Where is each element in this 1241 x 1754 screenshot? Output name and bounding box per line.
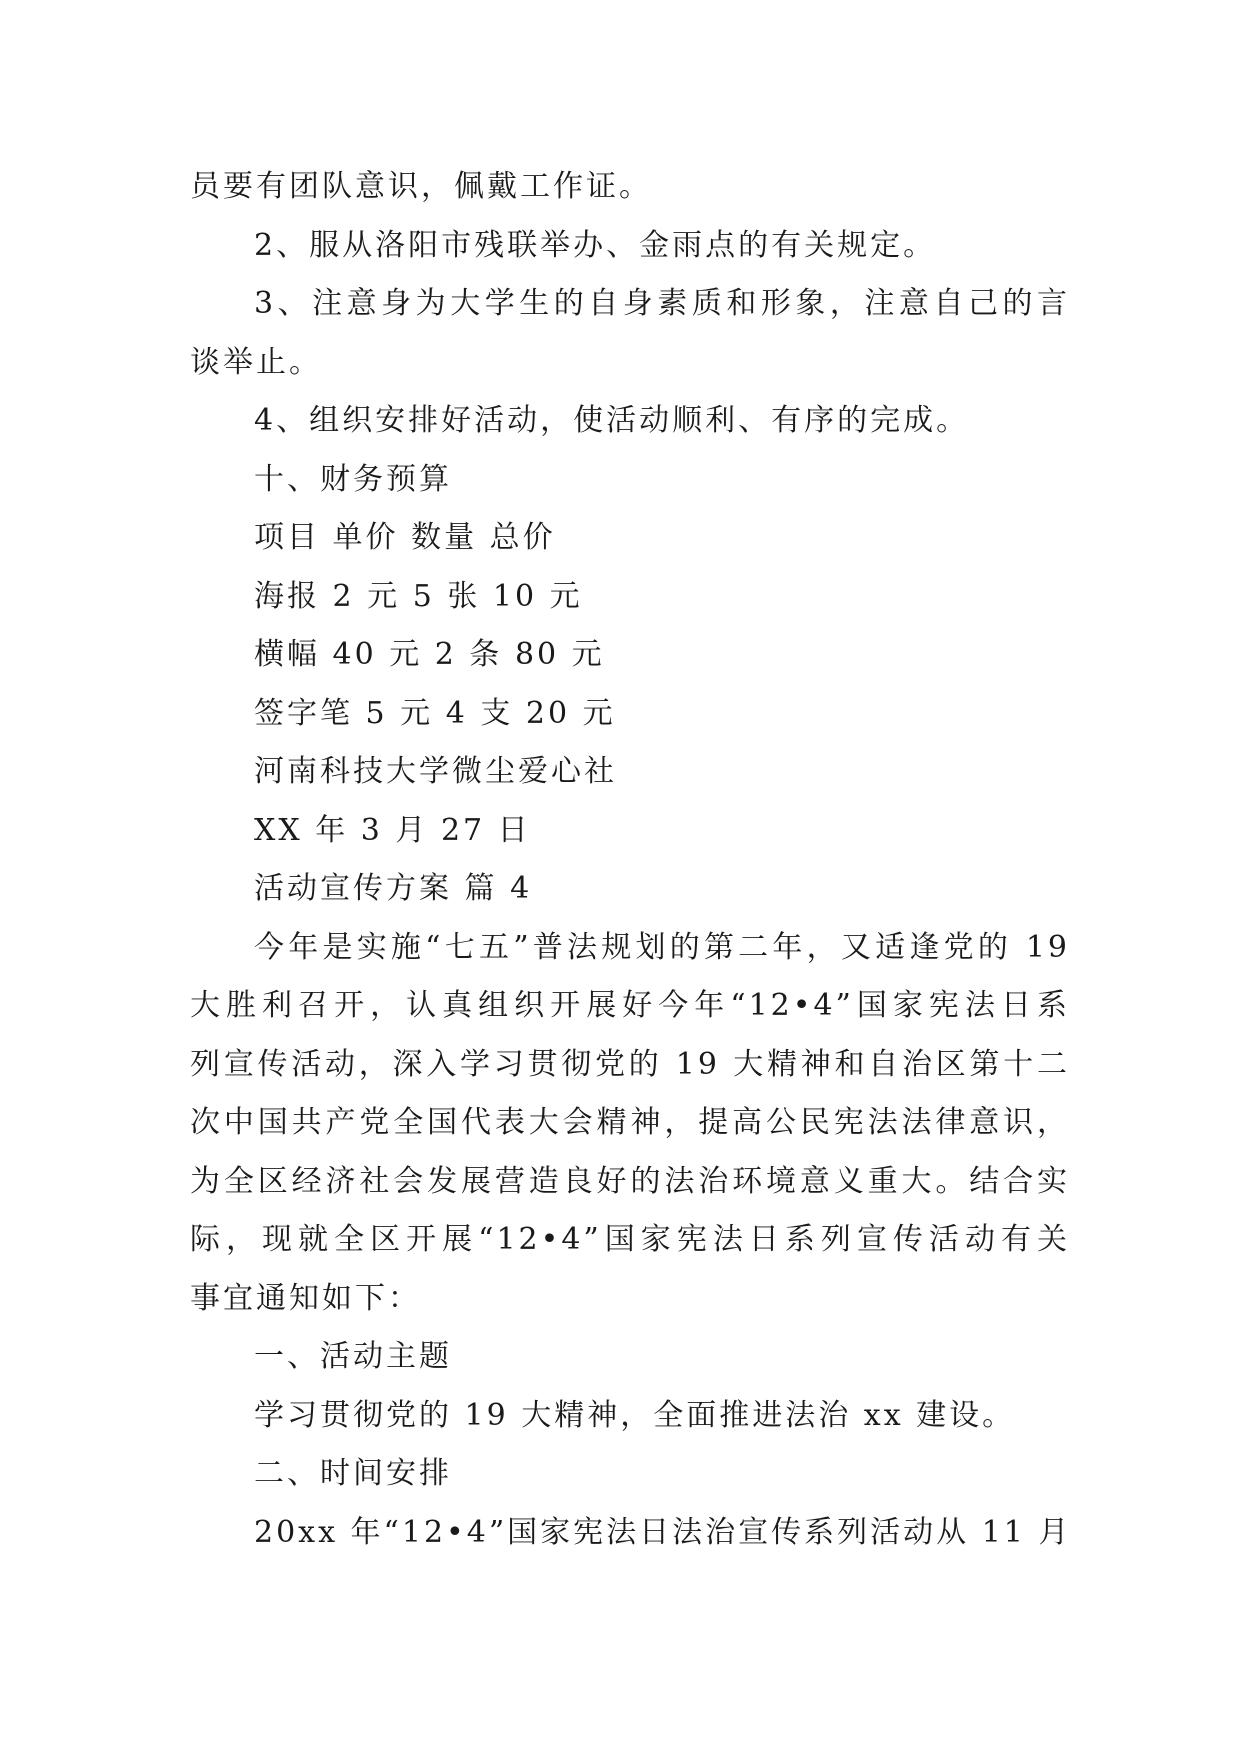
section-heading: 二、时间安排: [254, 1456, 452, 1491]
document-body: [190, 158, 1070, 1562]
paragraph-line: 3、注意身为大学生的自身素质和形象，注意自己的言: [254, 286, 1070, 321]
paragraph-line: 事宜通知如下：: [190, 1280, 421, 1316]
paragraph-line: 4、组织安排好活动，使活动顺利、有序的完成。: [254, 403, 970, 438]
budget-row: 海报 2 元 5 张 10 元: [254, 578, 583, 614]
paragraph-line: 今年是实施“七五”普法规划的第二年，又适逢党的 19: [254, 929, 1070, 965]
paragraph-line: 谈举止。: [190, 344, 322, 380]
budget-row: 签字笔 5 元 4 支 20 元: [254, 695, 616, 731]
article-title: 活动宣传方案 篇 4: [254, 871, 533, 906]
budget-row: 横幅 40 元 2 条 80 元: [254, 637, 605, 672]
paragraph-line: 次中国共产党全国代表大会精神，提高公民宪法法律意识，: [190, 1105, 1070, 1140]
document-date: XX 年 3 月 27 日: [254, 812, 531, 848]
section-heading: 一、活动主题: [254, 1339, 452, 1374]
organization-signature: 河南科技大学微尘爱心社: [254, 754, 617, 789]
paragraph-line: 为全区经济社会发展营造良好的法治环境意义重大。结合实: [190, 1163, 1070, 1199]
paragraph-line: 员要有团队意识，佩戴工作证。: [190, 169, 652, 204]
paragraph-line: 20xx 年“12•4”国家宪法日法治宣传系列活动从 11 月: [254, 1514, 1072, 1550]
paragraph-line: 列宣传活动，深入学习贯彻党的 19 大精神和自治区第十二: [190, 1046, 1070, 1082]
paragraph-line: 2、服从洛阳市残联举办、金雨点的有关规定。: [254, 227, 937, 263]
section-heading: 十、财务预算: [254, 461, 452, 497]
paragraph-line: 大胜利召开，认真组织开展好今年“12•4”国家宪法日系: [190, 988, 1070, 1023]
paragraph-line: 学习贯彻党的 19 大精神，全面推进法治 xx 建设。: [254, 1397, 1016, 1433]
paragraph-line: 际，现就全区开展“12•4”国家宪法日系列宣传活动有关: [190, 1222, 1070, 1257]
budget-table-header: 项目 单价 数量 总价: [254, 520, 556, 555]
